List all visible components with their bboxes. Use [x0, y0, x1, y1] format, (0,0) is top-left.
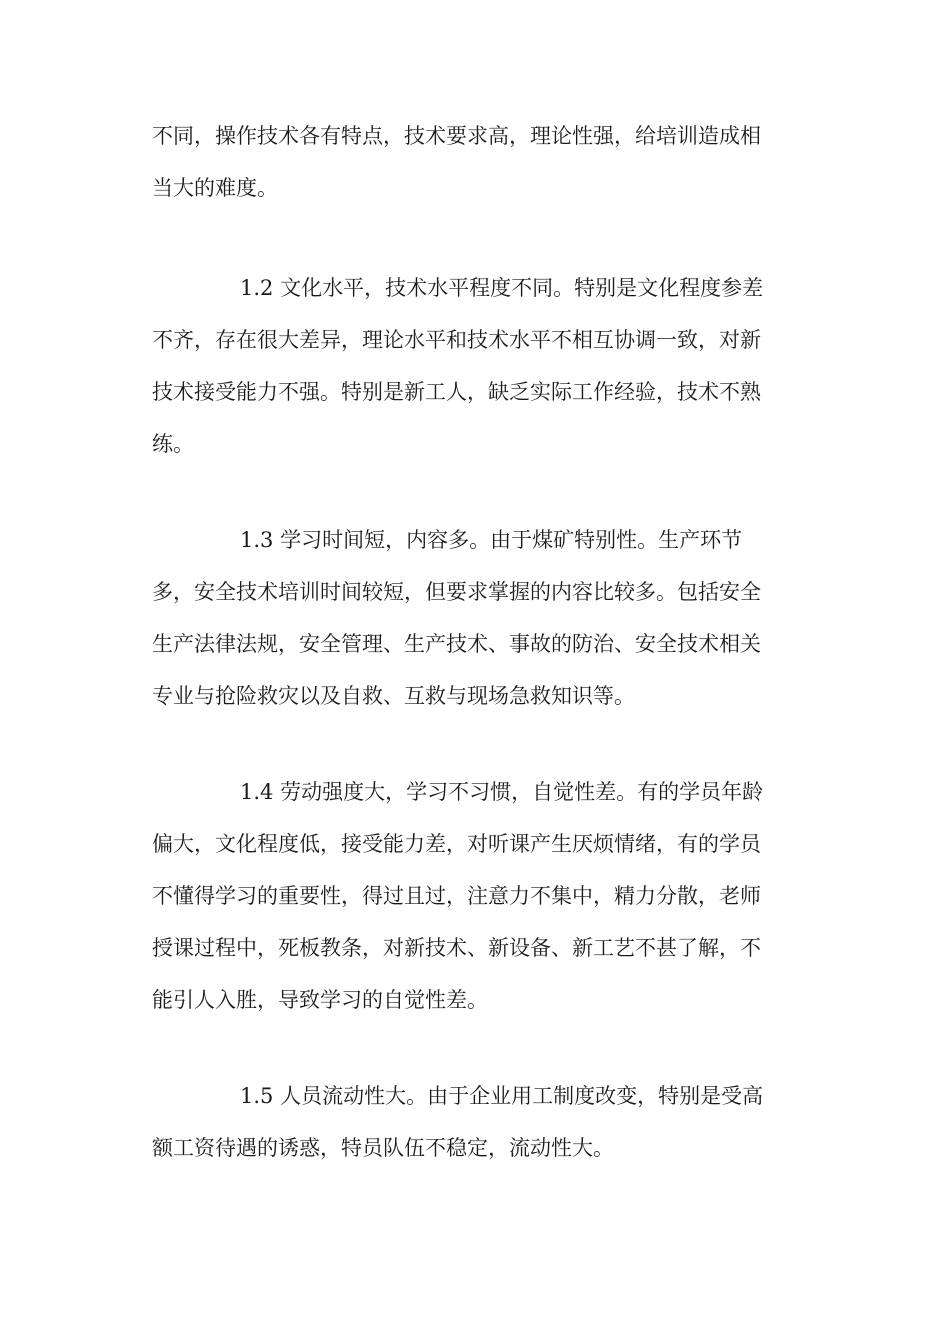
- text-line: 不懂得学习的重要性，得过且过，注意力不集中，精力分散，老师: [152, 884, 761, 908]
- paragraph-1-5: [152, 1070, 802, 1174]
- text-line: 1.2 文化水平，技术水平程度不同。特别是文化程度参差: [240, 276, 764, 300]
- text-line: 练。: [152, 432, 194, 456]
- text-line: 当大的难度。: [152, 176, 278, 200]
- text-line: 生产法律法规，安全管理、生产技术、事故的防治、安全技术相关: [152, 632, 761, 656]
- paragraph-1-4: [152, 766, 802, 1026]
- text-line: 不同，操作技术各有特点，技术要求高，理论性强，给培训造成相: [152, 124, 761, 148]
- text-line: 偏大，文化程度低，接受能力差，对听课产生厌烦情绪，有的学员: [152, 832, 761, 856]
- text-line: 1.3 学习时间短，内容多。由于煤矿特别性。生产环节: [240, 528, 743, 552]
- text-line: 能引人入胜，导致学习的自觉性差。: [152, 988, 488, 1012]
- text-line: 技术接受能力不强。特别是新工人，缺乏实际工作经验，技术不熟: [152, 380, 761, 404]
- text-line: 1.5 人员流动性大。由于企业用工制度改变，特别是受高: [240, 1084, 764, 1108]
- paragraph-continuation: [152, 110, 802, 214]
- paragraph-1-3: [152, 514, 802, 722]
- text-line: 1.4 劳动强度大，学习不习惯，自觉性差。有的学员年龄: [240, 780, 764, 804]
- text-line: 授课过程中，死板教条，对新技术、新设备、新工艺不甚了解，不: [152, 936, 761, 960]
- paragraph-1-2: [152, 262, 802, 470]
- text-line: 额工资待遇的诱惑，特员队伍不稳定，流动性大。: [152, 1136, 614, 1160]
- text-line: 不齐，存在很大差异，理论水平和技术水平不相互协调一致，对新: [152, 328, 761, 352]
- text-line: 多，安全技术培训时间较短，但要求掌握的内容比较多。包括安全: [152, 580, 761, 604]
- text-line: 专业与抢险救灾以及自救、互救与现场急救知识等。: [152, 684, 635, 708]
